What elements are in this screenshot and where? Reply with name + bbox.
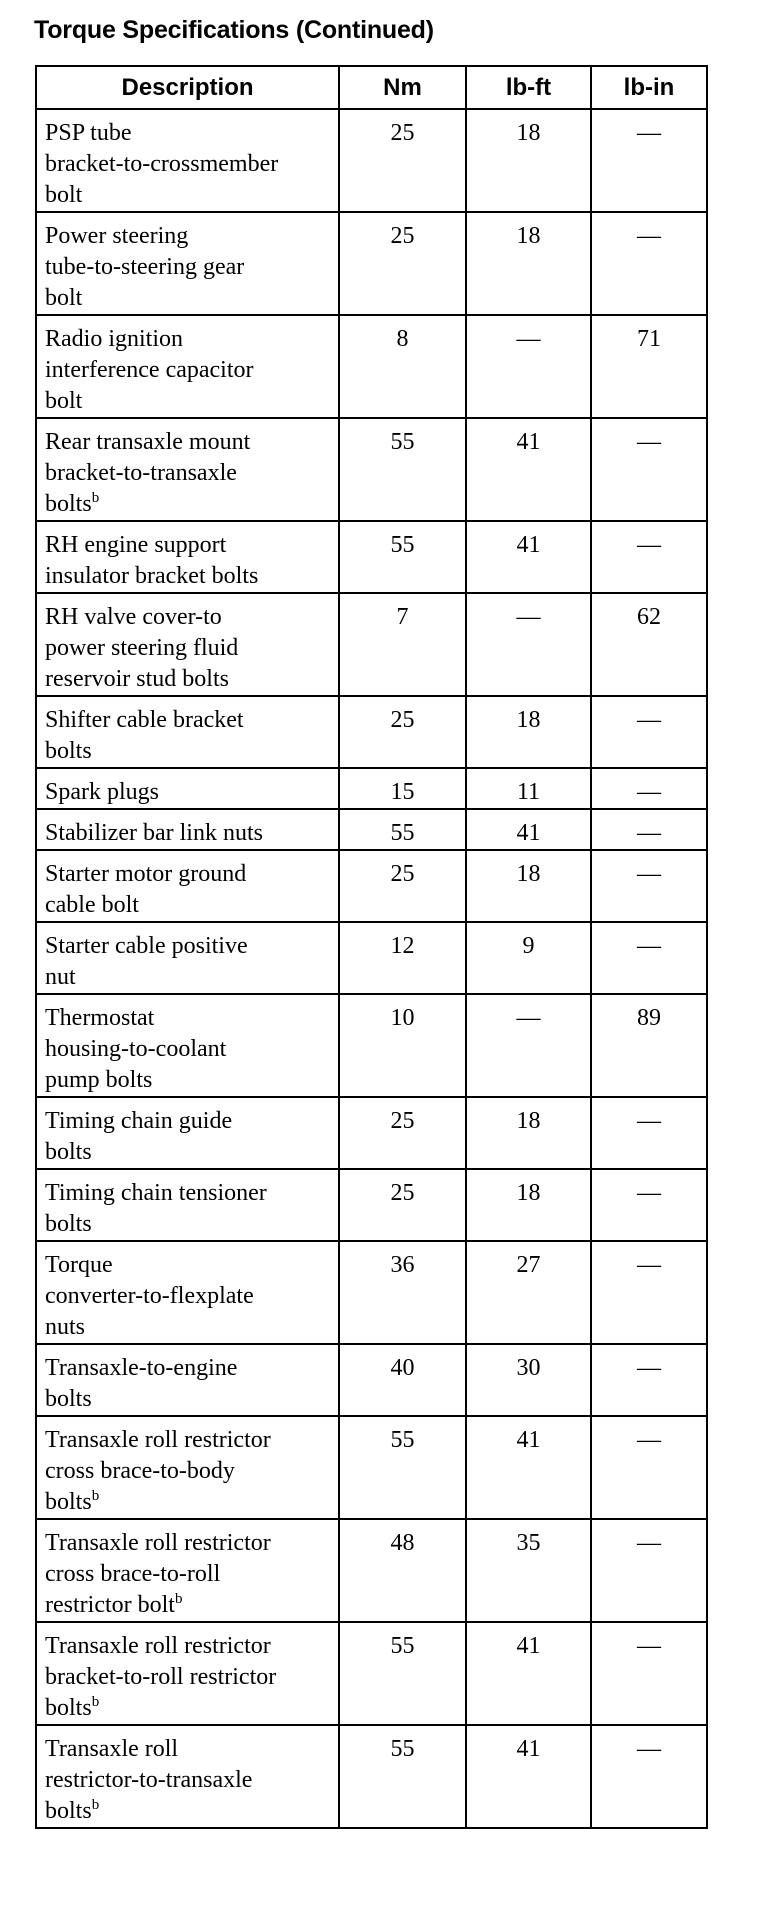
row-description xyxy=(36,1416,339,1519)
table-row xyxy=(36,1519,707,1622)
row-lb-ft: 11 xyxy=(466,768,591,809)
description-line: Stabilizer bar link nuts xyxy=(45,820,263,846)
description-line: bolts$^b$ xyxy=(45,490,100,517)
row-lb-ft: 41 xyxy=(466,1725,591,1828)
description-line: Power steering xyxy=(45,223,189,249)
row-lb-in: — xyxy=(591,1725,707,1828)
description-line: cable bolt xyxy=(45,892,139,918)
row-description xyxy=(36,809,339,850)
row-lb-in: — xyxy=(591,768,707,809)
row-description xyxy=(36,922,339,994)
row-lb-ft: 18 xyxy=(466,850,591,922)
row-lb-ft: 41 xyxy=(466,1416,591,1519)
table-row xyxy=(36,1622,707,1725)
description-line: bolts$^b$ xyxy=(45,1488,100,1515)
table-row xyxy=(36,1725,707,1828)
table-row xyxy=(36,696,707,768)
description-line: RH engine support xyxy=(45,532,227,558)
row-lb-ft: 18 xyxy=(466,1169,591,1241)
row-lb-in: — xyxy=(591,922,707,994)
page-title: Torque Specifications (Continued) xyxy=(34,16,434,44)
description-line: bracket-to-crossmember xyxy=(45,151,279,177)
row-nm: 55 xyxy=(339,1725,466,1828)
description-line: Shifter cable bracket xyxy=(45,707,244,733)
row-lb-in: — xyxy=(591,1519,707,1622)
description-line: Transaxle roll xyxy=(45,1736,179,1762)
description-line: housing-to-coolant xyxy=(45,1036,227,1062)
row-nm: 25 xyxy=(339,1169,466,1241)
row-nm: 25 xyxy=(339,850,466,922)
row-description xyxy=(36,1344,339,1416)
row-description xyxy=(36,1169,339,1241)
description-line: restrictor bolt$^b$ xyxy=(45,1591,183,1618)
row-lb-in: — xyxy=(591,109,707,212)
row-nm: 36 xyxy=(339,1241,466,1344)
row-nm: 55 xyxy=(339,1416,466,1519)
row-lb-ft: — xyxy=(466,593,591,696)
row-lb-ft: 41 xyxy=(466,1622,591,1725)
row-description xyxy=(36,768,339,809)
description-line: pump bolts xyxy=(45,1067,153,1093)
row-nm: 48 xyxy=(339,1519,466,1622)
row-lb-ft: 18 xyxy=(466,1097,591,1169)
description-line: converter-to-flexplate xyxy=(45,1283,254,1309)
table-row xyxy=(36,1169,707,1241)
row-description xyxy=(36,1622,339,1725)
description-line: nut xyxy=(45,964,76,990)
description-line: Starter cable positive xyxy=(45,933,248,959)
table-row xyxy=(36,922,707,994)
row-nm: 55 xyxy=(339,1622,466,1725)
row-lb-in: — xyxy=(591,696,707,768)
row-lb-in: — xyxy=(591,1416,707,1519)
row-description xyxy=(36,994,339,1097)
description-line: interference capacitor xyxy=(45,357,254,383)
row-lb-in: — xyxy=(591,1241,707,1344)
row-lb-ft: 35 xyxy=(466,1519,591,1622)
row-nm: 55 xyxy=(339,418,466,521)
description-line: Timing chain tensioner xyxy=(45,1180,267,1206)
description-line: bolts$^b$ xyxy=(45,1694,100,1721)
description-line: bolts xyxy=(45,738,92,764)
table-row xyxy=(36,418,707,521)
row-description xyxy=(36,1241,339,1344)
description-line: power steering fluid xyxy=(45,635,239,661)
footnote-marker: b xyxy=(174,1591,183,1607)
header-lb-ft: lb-ft xyxy=(466,66,591,109)
header-nm: Nm xyxy=(339,66,466,109)
row-description xyxy=(36,212,339,315)
row-lb-ft: 9 xyxy=(466,922,591,994)
row-nm: 8 xyxy=(339,315,466,418)
description-line: Rear transaxle mount xyxy=(45,429,251,455)
row-nm: 12 xyxy=(339,922,466,994)
row-lb-ft: — xyxy=(466,315,591,418)
description-line: bracket-to-roll restrictor xyxy=(45,1664,277,1690)
row-description xyxy=(36,1097,339,1169)
row-nm: 55 xyxy=(339,521,466,593)
table-row xyxy=(36,109,707,212)
row-description xyxy=(36,1519,339,1622)
row-lb-ft: 18 xyxy=(466,212,591,315)
row-lb-in: — xyxy=(591,1169,707,1241)
row-lb-ft: 27 xyxy=(466,1241,591,1344)
table-row xyxy=(36,850,707,922)
description-line: bolts$^b$ xyxy=(45,1797,100,1824)
row-nm: 40 xyxy=(339,1344,466,1416)
row-lb-ft: 30 xyxy=(466,1344,591,1416)
description-line: Spark plugs xyxy=(45,779,159,805)
row-lb-in: 89 xyxy=(591,994,707,1097)
row-description xyxy=(36,850,339,922)
row-lb-in: — xyxy=(591,1622,707,1725)
table-body xyxy=(36,109,707,1828)
row-lb-in: — xyxy=(591,850,707,922)
description-line: bolt xyxy=(45,182,83,208)
row-lb-in: — xyxy=(591,418,707,521)
footnote-marker: b xyxy=(91,490,100,506)
row-nm: 10 xyxy=(339,994,466,1097)
description-line: Transaxle roll restrictor xyxy=(45,1427,271,1453)
description-line: bolts xyxy=(45,1386,92,1412)
table-row xyxy=(36,809,707,850)
header-lb-in: lb-in xyxy=(591,66,707,109)
row-lb-ft: 41 xyxy=(466,521,591,593)
row-description xyxy=(36,593,339,696)
row-description xyxy=(36,109,339,212)
row-lb-ft: 18 xyxy=(466,109,591,212)
row-description xyxy=(36,1725,339,1828)
description-line: nuts xyxy=(45,1314,86,1340)
row-lb-ft: 41 xyxy=(466,809,591,850)
description-line: RH valve cover-to xyxy=(45,604,222,630)
row-description xyxy=(36,696,339,768)
row-lb-ft: — xyxy=(466,994,591,1097)
table-row xyxy=(36,1416,707,1519)
description-line: bolt xyxy=(45,285,83,311)
footnote-marker: b xyxy=(91,1797,100,1813)
description-line: bracket-to-transaxle xyxy=(45,460,237,486)
table-row xyxy=(36,593,707,696)
row-description xyxy=(36,521,339,593)
description-line: Transaxle-to-engine xyxy=(45,1355,238,1381)
row-nm: 25 xyxy=(339,212,466,315)
table-row xyxy=(36,521,707,593)
row-lb-in: 71 xyxy=(591,315,707,418)
table-row xyxy=(36,1097,707,1169)
description-line: Torque xyxy=(45,1252,113,1278)
description-line: Starter motor ground xyxy=(45,861,247,887)
row-lb-ft: 41 xyxy=(466,418,591,521)
row-lb-in: — xyxy=(591,1344,707,1416)
row-nm: 25 xyxy=(339,109,466,212)
description-line: cross brace-to-roll xyxy=(45,1561,221,1587)
row-nm: 15 xyxy=(339,768,466,809)
row-lb-in: 62 xyxy=(591,593,707,696)
row-nm: 55 xyxy=(339,809,466,850)
description-line: cross brace-to-body xyxy=(45,1458,235,1484)
header-row xyxy=(36,66,707,109)
row-lb-in: — xyxy=(591,521,707,593)
description-line: insulator bracket bolts xyxy=(45,563,259,589)
footnote-marker: b xyxy=(91,1694,100,1710)
description-line: reservoir stud bolts xyxy=(45,666,229,692)
table-row xyxy=(36,315,707,418)
description-line: tube-to-steering gear xyxy=(45,254,245,280)
row-description xyxy=(36,315,339,418)
description-line: Thermostat xyxy=(45,1005,155,1031)
description-line: PSP tube xyxy=(45,120,132,146)
table-row xyxy=(36,768,707,809)
description-line: Transaxle roll restrictor xyxy=(45,1633,271,1659)
description-line: Transaxle roll restrictor xyxy=(45,1530,271,1556)
description-line: bolts xyxy=(45,1139,92,1165)
table-row xyxy=(36,994,707,1097)
row-lb-in: — xyxy=(591,1097,707,1169)
footnote-marker: b xyxy=(91,1488,100,1504)
table-row xyxy=(36,1241,707,1344)
row-nm: 25 xyxy=(339,696,466,768)
header-description: Description xyxy=(36,66,339,109)
row-lb-in: — xyxy=(591,212,707,315)
table-row xyxy=(36,1344,707,1416)
description-line: bolts xyxy=(45,1211,92,1237)
description-line: Timing chain guide xyxy=(45,1108,233,1134)
table-row xyxy=(36,212,707,315)
row-nm: 7 xyxy=(339,593,466,696)
row-lb-in: — xyxy=(591,809,707,850)
row-description xyxy=(36,418,339,521)
torque-spec-table xyxy=(35,65,708,1829)
description-line: Radio ignition xyxy=(45,326,183,352)
row-nm: 25 xyxy=(339,1097,466,1169)
description-line: bolt xyxy=(45,388,83,414)
description-line: restrictor-to-transaxle xyxy=(45,1767,253,1793)
row-lb-ft: 18 xyxy=(466,696,591,768)
